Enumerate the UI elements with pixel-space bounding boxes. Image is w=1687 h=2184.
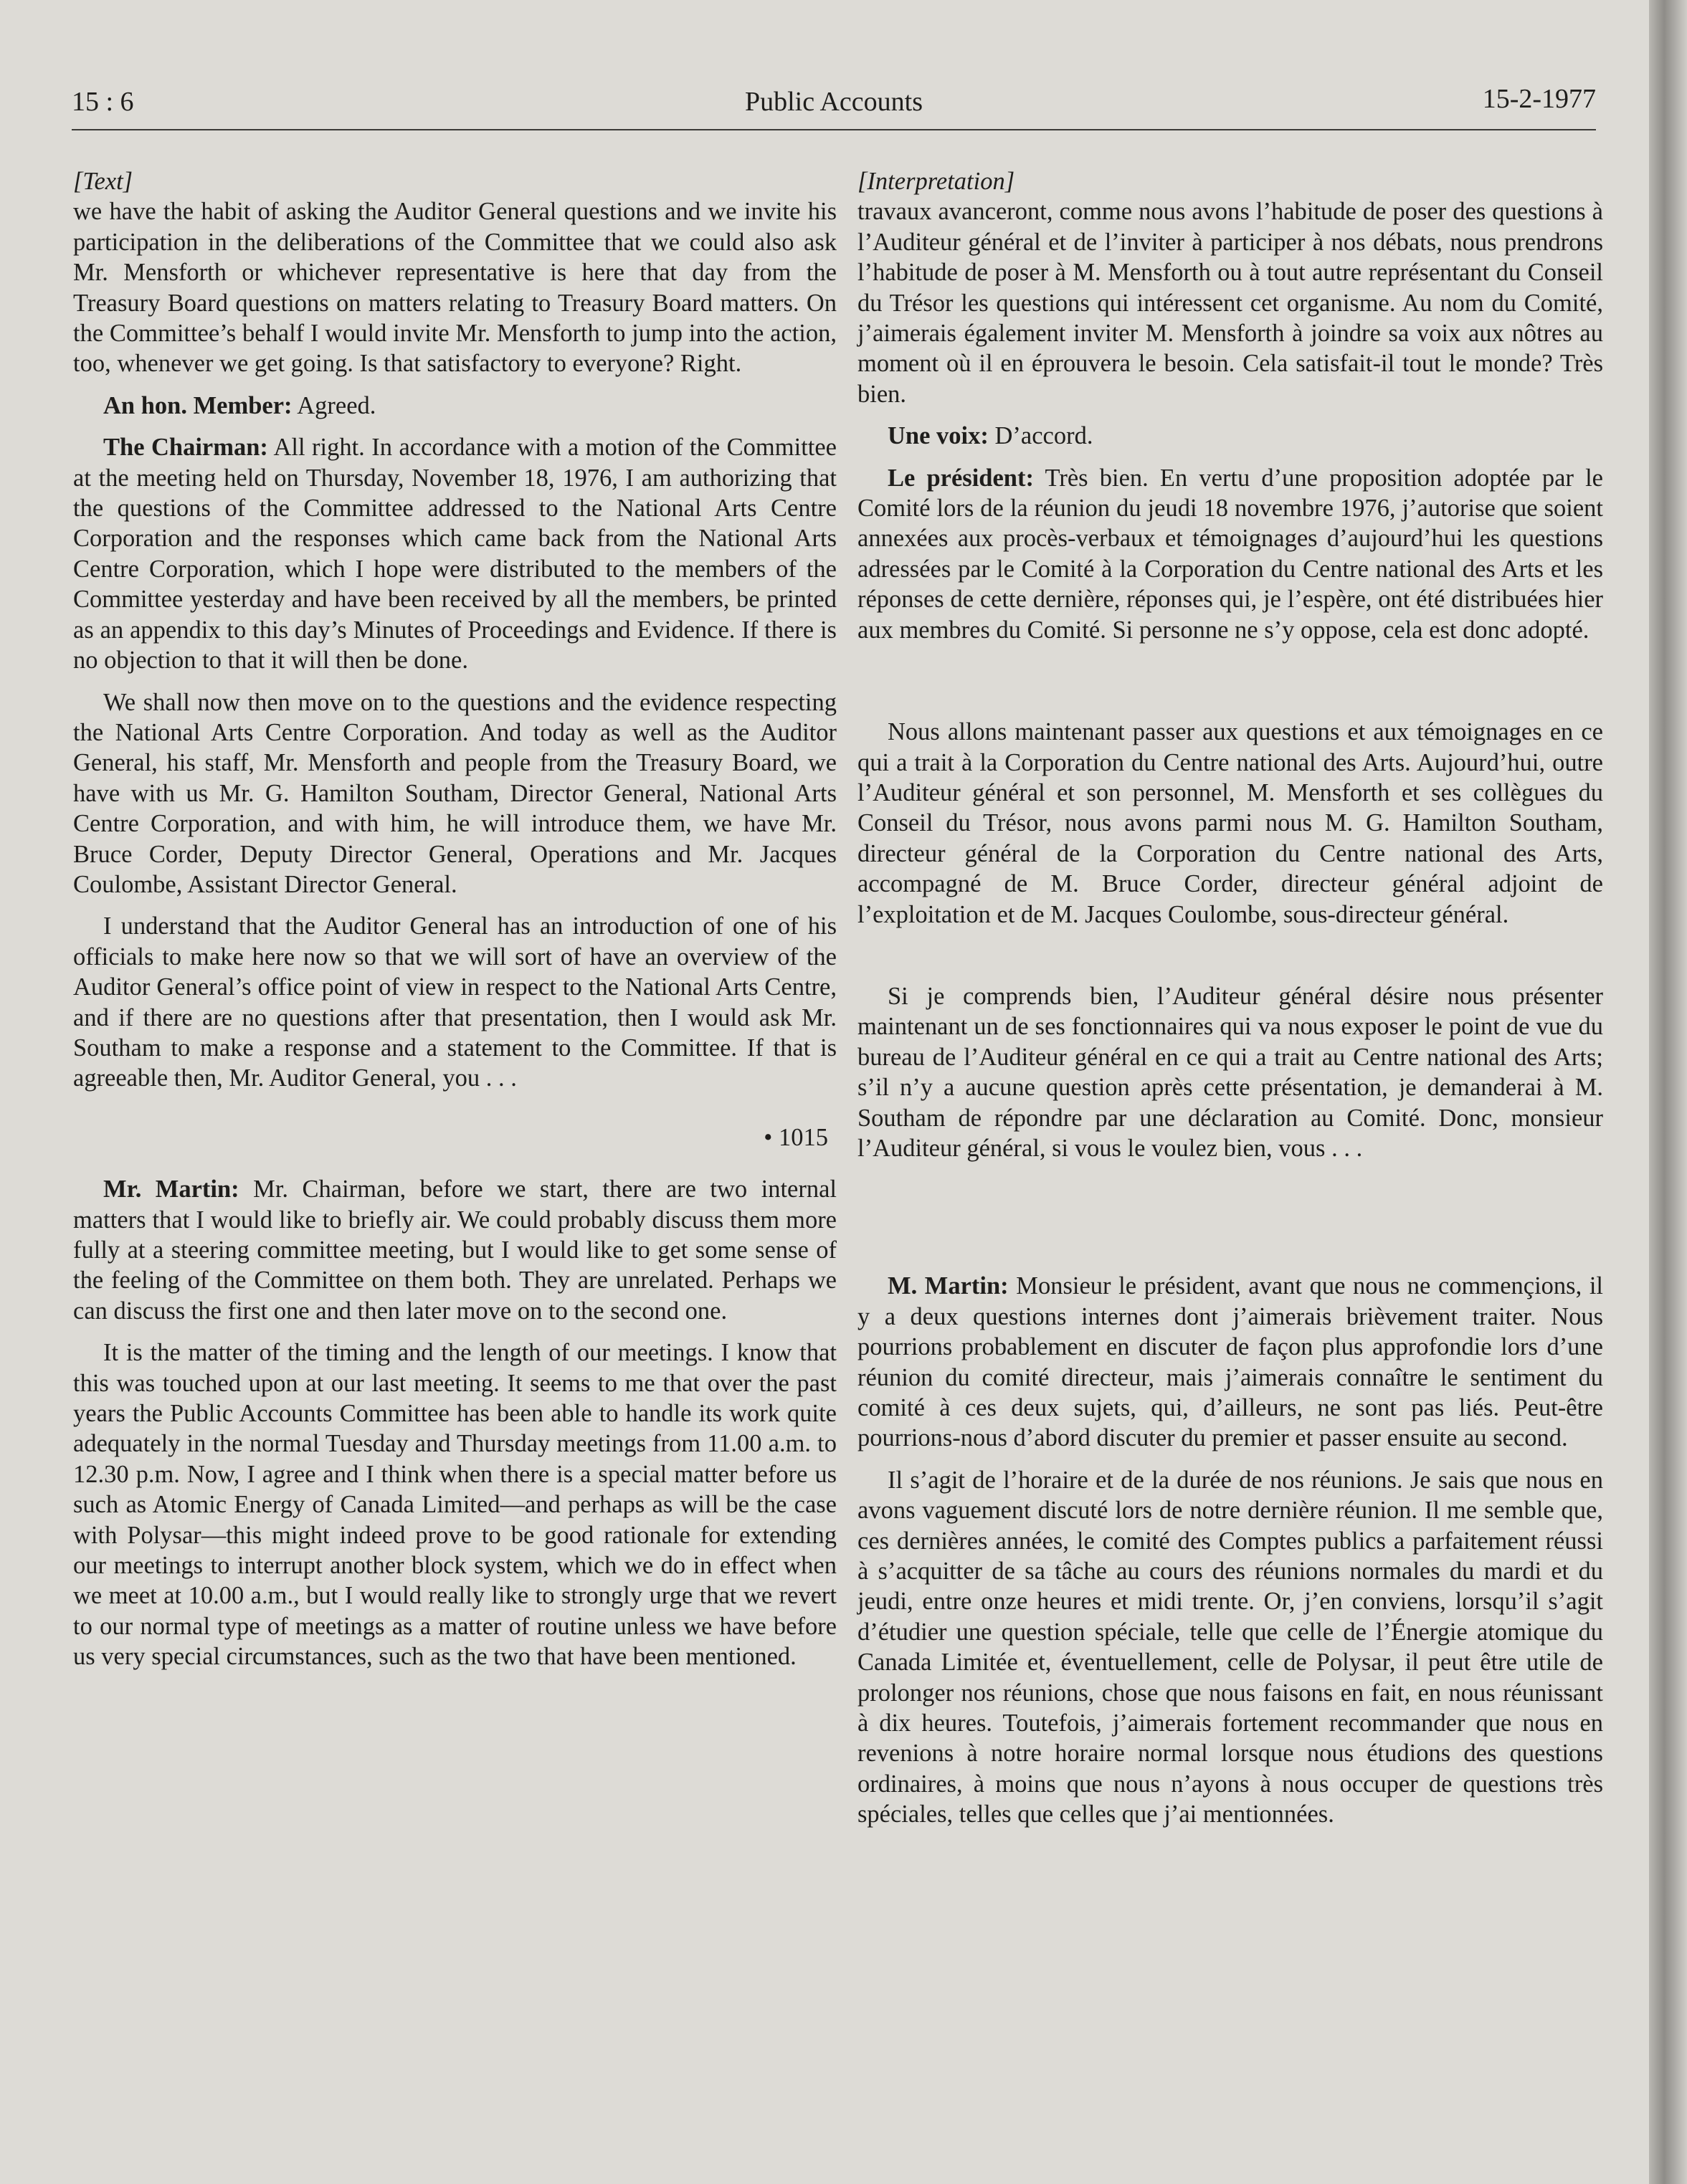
- paragraph: travaux avanceront, comme nous avons l’habitude de poser des questions à l’Auditeur général et de l’inviter à participer à nos débats, nous prendrons l’habitude de poser à M. Mensforth ou à tout autre représentant du Conseil du Trésor les questions qui intéressent cet organisme. Au nom du Comité, j’aimerais également inviter M. Mensforth à joindre sa voix aux nôtres au moment où il en éprouvera le besoin. Cela satisfait-il tout le monde? Très bien.: [857, 198, 1603, 408]
- paragraph: [857, 1271, 1603, 1453]
- speech-text: Monsieur le président, avant que nous ne commençions, il y a deux questions internes dont j’aimerais brièvement traiter. Nous pourrions probablement en discuter de façon plus approfondie lors d’une réunion du comité directeur, mais j’aimerais connaître le sentiment du comité à ces deux sujets, qui, d’ailleurs, ne sont pas liés. Peut-être pourrions-nous d’abord discuter du premier et passer ensuite au second.: [857, 1272, 1603, 1452]
- paragraph: [73, 432, 837, 675]
- paragraph: [73, 391, 837, 421]
- page-number: 15 : 6: [72, 87, 134, 117]
- running-header: [72, 80, 1596, 125]
- paragraph: [857, 421, 1603, 451]
- book-binding-edge: [1649, 0, 1687, 2184]
- paragraph: Nous allons maintenant passer aux questions et aux témoignages en ce qui a trait à la Corporation du Centre national des Arts. Aujourd’hui, outre l’Auditeur général et son personnel, M. Mensforth et ses collègues du Conseil du Trésor, nous avons parmi nous M. G. Hamilton Southam, directeur général de la Corporation du Centre national des Arts, accompagné de M. Bruce Corder, directeur général adjoint de l’exploitation et de M. Jacques Coulombe, sous-directeur général.: [857, 718, 1603, 928]
- speech-text: Mr. Chairman, before we start, there are two internal matters that I would like to briefly air. We could probably discuss them more fully at a steering committee meeting, but I would like to get some sense of the feeling of the Committee on them both. They are unrelated. Perhaps we can discuss the first one and then later move on to the second one.: [73, 1176, 837, 1325]
- paragraph: [857, 463, 1603, 645]
- paragraph: we have the habit of asking the Auditor General questions and we invite his participation in the deliberations of the Committee that we could also ask Mr. Mensforth or whichever representative is here that day from the Treasury Board questions on matters relating to Treasury Board matters. On the Committee’s behalf I would invite Mr. Mensforth to jump into the action, too, whenever we get going. Is that satisfactory to everyone? Right.: [73, 198, 837, 378]
- paragraph: [73, 1174, 837, 1326]
- publication-title: Public Accounts: [744, 87, 923, 117]
- speaker-name: Mr. Martin:: [103, 1176, 239, 1203]
- french-column: [857, 166, 1603, 1830]
- time-marker: • 1015: [764, 1123, 828, 1151]
- text-label: [Text]: [73, 168, 133, 195]
- paragraph: We shall now then move on to the questions and the evidence respecting the National Arts Centre Corporation. And today as well as the Auditor General, his staff, Mr. Mensforth and people from the Treasury Board, we have with us Mr. G. Hamilton Southam, Director General, National Arts Centre Corporation, and with him, he will introduce them, we have Mr. Bruce Corder, Deputy Director General, Operations and Mr. Jacques Coulombe, Assistant Director General.: [73, 688, 837, 898]
- speaker-name: Le président:: [888, 464, 1034, 492]
- header-rule: [72, 129, 1596, 130]
- paragraph: Il s’agit de l’horaire et de la durée de nos réunions. Je sais que nous en avons vaguement discuté lors de notre dernière réunion. Il me semble que, ces dernières années, le comité des Comptes publics a parfaitement réussi à s’acquitter de sa tâche au cours des réunions normales du mardi et du jeudi, entre onze heures et midi trente. Or, j’en conviens, lorsqu’il s’agit d’étudier une question spéciale, telle que celle de l’Énergie atomique du Canada Limitée et, éventuellement, celle de Polysar, il peut être utile de prolonger nos réunions, chose que nous faisons en fait, en nous réunissant à dix heures. Toutefois, j’aimerais fortement recommander que nous en revenions à notre horaire normal lorsque nous étudions des questions ordinaires, à moins que nous n’ayons à nous occuper de questions très spéciales, telles que celles que j’ai mentionnées.: [857, 1466, 1603, 1828]
- interpretation-label: [Interpretation]: [857, 168, 1015, 195]
- speaker-name: An hon. Member:: [103, 391, 293, 419]
- speech-text: D’accord.: [988, 422, 1093, 450]
- speech-text: Très bien. En vertu d’une proposition adoptée par le Comité lors de la réunion du jeudi 18 novembre 1976, j’autorise que soient annexées aux procès-verbaux et témoignages d’aujourd’hui les questions adressées par le Comité à la Corporation du Centre national des Arts et les réponses de cette dernière, réponses qui, je l’espère, ont été distribuées hier aux membres du Comité. Si personne ne s’y oppose, cela est donc adopté.: [857, 464, 1603, 644]
- speaker-name: The Chairman:: [103, 434, 268, 462]
- speaker-name: Une voix:: [888, 422, 989, 450]
- paragraph: Si je comprends bien, l’Auditeur général désire nous présenter maintenant un de ses fonctionnaires qui va nous exposer le point de vue du bureau de l’Auditeur général en ce qui a trait au Centre national des Arts; s’il n’y a aucune question après cette présentation, je demanderai à M. Southam de répondre par une déclaration au Comité. Donc, monsieur l’Auditeur général, si vous le voulez bien, vous . . .: [857, 982, 1603, 1162]
- speaker-name: M. Martin:: [888, 1272, 1009, 1300]
- speech-text: Agreed.: [292, 391, 376, 419]
- paragraph: I understand that the Auditor General has an introduction of one of his officials to make here now so that we will sort of have an overview of the Auditor General’s office point of view in respect to the National Arts Centre, and if there are no questions after that presentation, then I would ask Mr. Southam to make a response and a statement to the Committee. If that is agreeable then, Mr. Auditor General, you . . .: [73, 912, 837, 1092]
- english-column: [73, 166, 837, 1672]
- issue-date: 15-2-1977: [1482, 84, 1596, 114]
- speech-text: All right. In accordance with a motion of the Committee at the meeting held on Thursday, November 18, 1976, I am authorizing that the questions of the Committee addressed to the National Arts Centre Corporation and the responses which came back from the National Arts Centre Corporation, which I hope were distributed to the members of the Committee yesterday and have been received by all the members, be printed as an appendix to this day’s Minutes of Proceedings and Evidence. If there is no objection to that it will then be done.: [73, 434, 837, 674]
- paragraph: It is the matter of the timing and the length of our meetings. I know that this was touched upon at our last meeting. It seems to me that over the past years the Public Accounts Committee has been able to handle its work quite adequately in the normal Tuesday and Thursday meetings from 11.00 a.m. to 12.30 p.m. Now, I agree and I think when there is a special matter before us such as Atomic Energy of Canada Limited—and perhaps as will be the case with Polysar—this might indeed prove to be good rationale for extending our meetings to interrupt another block system, which we do in effect when we meet at 10.00 a.m., but I would really like to strongly urge that we revert to our normal type of meetings as a matter of routine unless we have before us very special circumstances, such as the two that have been mentioned.: [73, 1339, 837, 1671]
